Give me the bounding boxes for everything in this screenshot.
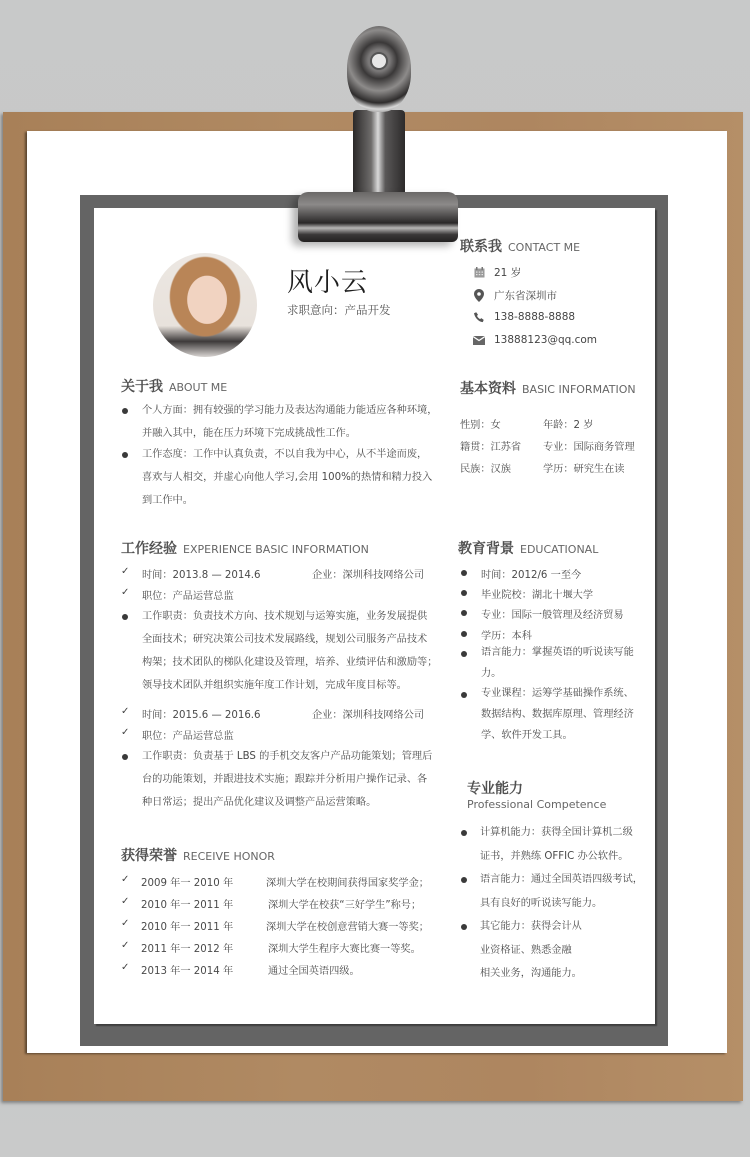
binder-clip-base (298, 192, 458, 242)
contact-title-en: CONTACT ME (508, 241, 581, 254)
honor-desc: 深圳大学生程序大赛比赛一等奖。 (268, 944, 421, 955)
about-title-cn: 关于我 (121, 379, 163, 395)
job1-company: 企业：深圳科技网络公司 (312, 570, 425, 581)
duty-line: 工作职责：负责技术方向、技术规划与运筹实施，业务发展提供 (142, 611, 428, 622)
bullet-icon (461, 692, 467, 698)
about-item-attitude (142, 443, 432, 512)
bullet-icon (461, 590, 467, 596)
binder-clip-hole (370, 52, 388, 70)
contact-location-text: 广东省深圳市 (494, 290, 557, 302)
edu-line: 专业课程：运筹学基础操作系统、 (481, 688, 634, 699)
experience-section-title (121, 538, 369, 558)
basic-major: 专业：国际商务管理 (543, 442, 635, 453)
job1-time: 时间：2013.8 — 2014.6 (142, 570, 261, 581)
edu-time: 时间：2012/6 一至今 (481, 570, 582, 581)
honor-desc: 深圳大学在校获“三好学生”称号； (268, 900, 422, 911)
job-intent: 求职意向：产品开发 (287, 303, 391, 317)
basic-section-title (460, 378, 636, 398)
skill-line: 证书，并熟练 OFFIC 办公软件。 (480, 851, 629, 862)
bullet-icon (461, 877, 467, 883)
check-icon: ✓ (121, 962, 130, 973)
skill-language (480, 868, 643, 916)
contact-email (473, 334, 597, 346)
honor-section-title (121, 845, 275, 865)
bullet-icon (122, 754, 128, 760)
contact-location (473, 288, 557, 303)
bullet-icon (461, 631, 467, 637)
skills-section-title: 专业能力 (467, 781, 523, 797)
mail-icon (473, 334, 485, 346)
job2-position: 职位：产品运营总监 (142, 731, 234, 742)
check-icon: ✓ (121, 706, 130, 717)
honor-desc: 通过全国英语四级。 (268, 966, 360, 977)
about-line: 并融入其中，能在压力环境下完成挑战性工作。 (142, 428, 356, 439)
bullet-icon (122, 614, 128, 620)
check-icon: ✓ (121, 940, 130, 951)
check-icon: ✓ (121, 874, 130, 885)
check-icon: ✓ (121, 918, 130, 929)
edu-line: 数据结构、数据库原理、管理经济 (481, 709, 634, 720)
duty-line: 工作职责：负责基于 LBS 的手机交友客户产品功能策划；管理后 (142, 751, 433, 762)
basic-title-cn: 基本资料 (460, 381, 516, 397)
honor-period: 2011 年一 2012 年 (141, 944, 234, 955)
experience-title-cn: 工作经验 (121, 541, 177, 557)
education-section-title (458, 538, 598, 558)
bullet-icon (461, 610, 467, 616)
bullet-icon (461, 924, 467, 930)
experience-title-en: EXPERIENCE BASIC INFORMATION (183, 543, 369, 556)
contact-age-text: 21 岁 (494, 267, 522, 279)
check-icon: ✓ (121, 727, 130, 738)
bullet-icon (461, 570, 467, 576)
duty-line: 种日常运；提出产品优化建议及调整产品运营策略。 (142, 797, 377, 808)
binder-clip-neck (353, 110, 405, 200)
phone-icon (473, 311, 485, 323)
edu-school: 毕业院校：湖北十堰大学 (481, 590, 594, 601)
about-line: 工作态度：工作中认真负责，不以自我为中心，从不半途而废， (142, 449, 428, 460)
basic-ethnicity: 民族：汉族 (460, 464, 511, 475)
about-title-en: ABOUT ME (169, 381, 228, 394)
about-line: 到工作中。 (142, 495, 193, 506)
about-item-personal (142, 399, 437, 445)
skill-computer (480, 821, 633, 869)
edu-line: 力。 (481, 668, 502, 679)
honor-desc: 深圳大学在校创意营销大赛一等奖； (266, 922, 429, 933)
basic-title-en: BASIC INFORMATION (522, 383, 636, 396)
duty-line: 全面技术；研究决策公司技术发展路线，规划公司服务产品技术 (142, 634, 428, 645)
honor-title-en: RECEIVE HONOR (183, 850, 275, 863)
duty-line: 台的功能策划，并跟进技术实施；跟踪并分析用户操作记录、各 (142, 774, 428, 785)
about-section-title (121, 376, 227, 396)
job2-duties (142, 745, 432, 814)
basic-age: 年龄：2 岁 (543, 420, 594, 431)
skill-line: 其它能力：获得会计从 (480, 921, 582, 932)
education-title-cn: 教育背景 (458, 541, 514, 557)
honor-period: 2010 年一 2011 年 (141, 900, 234, 911)
skills-section-subtitle: Professional Competence (467, 798, 607, 811)
contact-phone (473, 311, 575, 323)
honor-period: 2010 年一 2011 年 (141, 922, 234, 933)
skill-line: 具有良好的听说读写能力。 (480, 898, 603, 909)
job2-company: 企业：深圳科技网络公司 (312, 710, 425, 721)
bullet-icon (461, 830, 467, 836)
contact-age (473, 265, 521, 280)
education-title-en: EDUCATIONAL (520, 543, 599, 556)
skill-line: 业资格证、熟悉金融 (480, 944, 572, 956)
about-line: 喜欢与人相交，并虚心向他人学习,会用 100%的热情和精力投入 (142, 472, 433, 483)
skill-line: 计算机能力：获得全国计算机二级 (480, 827, 633, 838)
avatar (153, 253, 257, 357)
calendar-icon (473, 267, 485, 279)
check-icon: ✓ (121, 566, 130, 577)
honor-period: 2013 年一 2014 年 (141, 966, 234, 977)
check-icon: ✓ (121, 896, 130, 907)
about-line: 个人方面：拥有较强的学习能力及表达沟通能力能适应各种环境， (142, 405, 438, 416)
job2-time: 时间：2015.6 — 2016.6 (142, 710, 261, 721)
contact-phone-text: 138-8888-8888 (494, 311, 576, 323)
edu-language (481, 642, 634, 684)
skill-other (480, 915, 582, 986)
contact-email-text: 13888123@qq.com (494, 334, 598, 346)
honor-period: 2009 年一 2010 年 (141, 878, 234, 889)
bullet-icon (122, 452, 128, 458)
job1-duties (142, 605, 437, 697)
location-icon (473, 290, 485, 302)
basic-origin: 籍贯：江苏省 (460, 442, 522, 453)
contact-title-cn: 联系我 (460, 239, 502, 255)
check-icon: ✓ (121, 587, 130, 598)
duty-line: 构架；技术团队的梯队化建设及管理，培养、业绩评估和激励等； (142, 657, 438, 668)
skill-line: 相关业务，沟通能力。 (480, 968, 582, 979)
skill-line: 语言能力：通过全国英语四级考试， (480, 874, 643, 885)
edu-major: 专业：国际一般管理及经济贸易 (481, 610, 624, 621)
basic-gender: 性别：女 (460, 420, 501, 431)
contact-section-title (460, 236, 580, 256)
duty-line: 领导技术团队并组织实施年度工作计划，完成年度目标等。 (142, 680, 407, 691)
edu-line: 语言能力：掌握英语的听说读写能 (481, 647, 634, 658)
edu-line: 学、软件开发工具。 (481, 730, 573, 741)
bullet-icon (461, 651, 467, 657)
bullet-icon (122, 408, 128, 414)
honor-title-cn: 获得荣誉 (121, 848, 177, 864)
candidate-name: 风小云 (287, 268, 369, 298)
honor-desc: 深圳大学在校期间获得国家奖学金； (266, 878, 429, 889)
edu-courses (481, 683, 634, 746)
basic-degree: 学历：研究生在读 (543, 464, 625, 475)
edu-degree: 学历：本科 (481, 631, 532, 642)
job1-position: 职位：产品运营总监 (142, 591, 234, 602)
